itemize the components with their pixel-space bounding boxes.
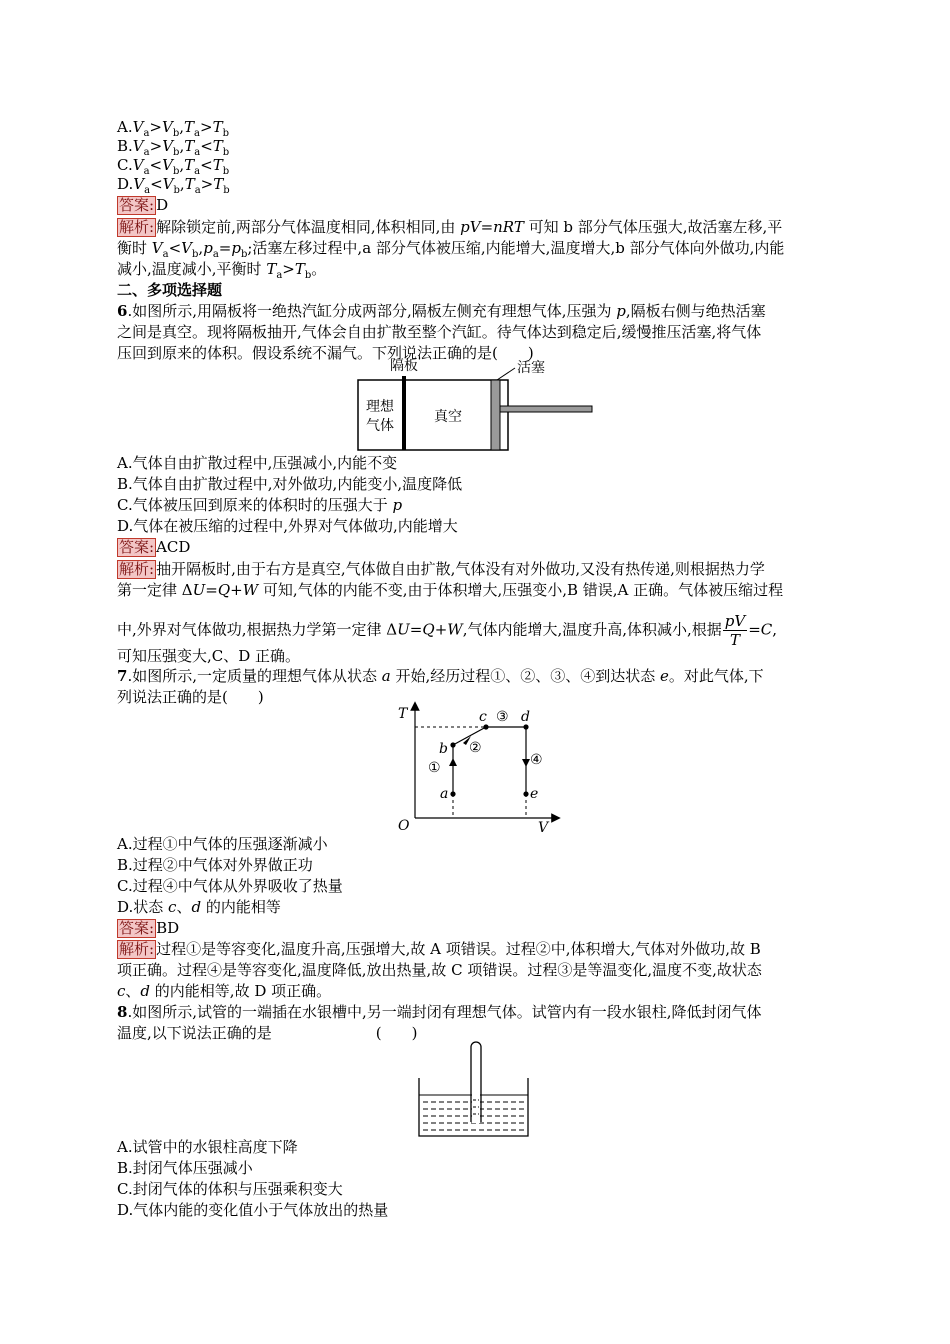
label-b: b (439, 741, 448, 757)
q5-option-b: $B.V_a>V_b,T_a<T_b$ (117, 137, 230, 158)
point-a (450, 791, 455, 796)
q6-option-a: A.气体自由扩散过程中,压强减小,内能不变 (117, 454, 398, 472)
label-a: a (440, 786, 449, 802)
piston-label: 活塞 (517, 360, 545, 376)
q6-option-b: B.气体自由扩散过程中,对外做功,内能变小,温度降低 (117, 475, 463, 493)
point-d (523, 724, 528, 729)
test-tube-figure (415, 1038, 535, 1138)
q6-stem-line1: 6.如图所示,用隔板将一绝热汽缸分成两部分,隔板左侧充有理想气体,压强为 p,隔板右侧与绝热活塞 (117, 302, 766, 320)
q7-answer: 答案: BD (119, 919, 180, 937)
v-axis-label: V (538, 820, 549, 835)
answer-tag: 答案: (119, 538, 155, 556)
cylinder-body (358, 380, 508, 450)
q7-analysis-line1: 解析: 过程①是等容变化,温度升高,压强增大,故 A 项错误。过程②中,体积增大,气体对外做功,故 B (119, 940, 761, 958)
answer-tag: 答案: (119, 196, 155, 214)
vacuum-label: 真空 (434, 409, 462, 425)
t-axis-label: T (398, 706, 408, 722)
q6-option-c: C.气体被压回到原来的体积时的压强大于 p (117, 496, 403, 514)
fraction: $\frac{pV}{T}$ (724, 612, 746, 649)
answer-tag: 答案: (119, 919, 155, 937)
gas-label-line2: 气体 (366, 418, 394, 434)
analysis-tag: 解析: (119, 940, 155, 958)
partition-label: 隔板 (390, 358, 418, 374)
cylinder-figure (350, 354, 600, 454)
q6-analysis-line1: 解析: 抽开隔板时,由于右方是真空,气体做自由扩散,气体没有对外做功,又没有热传递,则根据热力学 (119, 560, 765, 578)
q5-answer: 答案: D (119, 196, 169, 214)
analysis-tag: 解析: (119, 560, 155, 578)
label-process-4: ④ (530, 752, 543, 768)
label-c: c (479, 709, 487, 725)
point-e (523, 791, 528, 796)
process-4-arrow (522, 759, 530, 767)
q6-option-d: D.气体在被压缩的过程中,外界对气体做功,内能增大 (117, 517, 458, 535)
point-b (450, 742, 455, 747)
q8-option-b: B.封闭气体压强减小 (117, 1159, 253, 1177)
q8-stem-line1: 8.如图所示,试管的一端插在水银槽中,另一端封闭有理想气体。试管内有一段水银柱,降低封闭气体 (117, 1003, 762, 1021)
piston-rod (500, 406, 592, 412)
q6-answer: 答案: ACD (119, 538, 191, 556)
gas-label-line1: 理想 (366, 399, 394, 415)
q7-analysis-line3: c、d 的内能相等,故 D 项正确。 (117, 982, 332, 1000)
q6-stem-line2: 之间是真空。现将隔板抽开,气体会自由扩散至整个汽缸。待气体达到稳定后,缓慢推压活塞,将气体 (117, 323, 762, 341)
q8-stem-line2: 温度,以下说法正确的是 ( ) (117, 1024, 418, 1042)
q5-option-a: $A.V_a>V_b,T_a>T_b$ (117, 118, 230, 139)
q5-option-d: $D.V_a<V_b,T_a>T_b$ (117, 175, 230, 196)
test-tube-inner (472, 1043, 480, 1123)
q7-stem-line1: 7.如图所示,一定质量的理想气体从状态 a 开始,经历过程①、②、③、④到达状态 e。对此气体,下 (117, 667, 764, 685)
q7-option-b: B.过程②中气体对外界做正功 (117, 856, 313, 874)
q7-option-a: A.过程①中气体的压强逐渐减小 (117, 835, 328, 853)
q7-option-c: C.过程④中气体从外界吸收了热量 (117, 877, 343, 895)
label-d: d (521, 709, 530, 725)
q5-analysis-line3: 减小,温度减小,平衡时 $T_a>T_b$。 (117, 260, 327, 281)
section-title: 二、多项选择题 (117, 281, 223, 299)
tv-graph (388, 700, 568, 835)
origin-label: O (398, 818, 410, 834)
q7-stem-line2: 列说法正确的是( ) (117, 688, 264, 706)
q6-analysis-line3: 中,外界对气体做功,根据热力学第一定律 ΔU=Q+W,气体内能增大,温度升高,体积减小,根据 $\frac{pV}{T}$ =C, (117, 612, 778, 649)
q8-option-d: D.气体内能的变化值小于气体放出的热量 (117, 1201, 389, 1219)
q5-analysis-line1: 解析: 解除锁定前,两部分气体温度相同,体积相同,由 pV=nRT 可知 b 部分气体压强大,故活塞左移,平 (119, 218, 783, 236)
process-1-arrow (449, 758, 457, 766)
label-process-1: ① (428, 760, 441, 776)
q7-analysis-line2: 项正确。过程④是等容变化,温度降低,放出热量,故 C 项错误。过程③是等温变化,温度不变,故状态 (117, 961, 762, 979)
piston (491, 380, 500, 450)
q6-analysis-line4: 可知压强变大,C、D 正确。 (117, 647, 301, 665)
analysis-tag: 解析: (119, 218, 155, 236)
q5-option-c: $C.V_a<V_b,T_a<T_b$ (117, 156, 230, 177)
label-e: e (530, 786, 539, 802)
q6-analysis-line2: 第一定律 ΔU=Q+W 可知,气体的内能不变,由于体积增大,压强变小,B 错误,A 正确。气体被压缩过程 (117, 581, 784, 599)
q5-analysis-line2: 衡时 $V_a<V_b,p_a=p_b$;活塞左移过程中,a 部分气体被压缩,内能增大,温度增大,b 部分气体向外做功,内能 (117, 239, 785, 260)
q8-option-c: C.封闭气体的体积与压强乘积变大 (117, 1180, 343, 1198)
point-c (483, 724, 488, 729)
q7-option-d: D.状态 c、d 的内能相等 (117, 898, 281, 916)
label-process-3: ③ (496, 709, 509, 725)
label-process-2: ② (469, 740, 482, 756)
q8-option-a: A.试管中的水银柱高度下降 (117, 1138, 298, 1156)
q6-stem-line3: 压回到原来的体积。假设系统不漏气。下列说法正确的是( ) (117, 344, 534, 362)
piston-pointer (497, 368, 515, 380)
